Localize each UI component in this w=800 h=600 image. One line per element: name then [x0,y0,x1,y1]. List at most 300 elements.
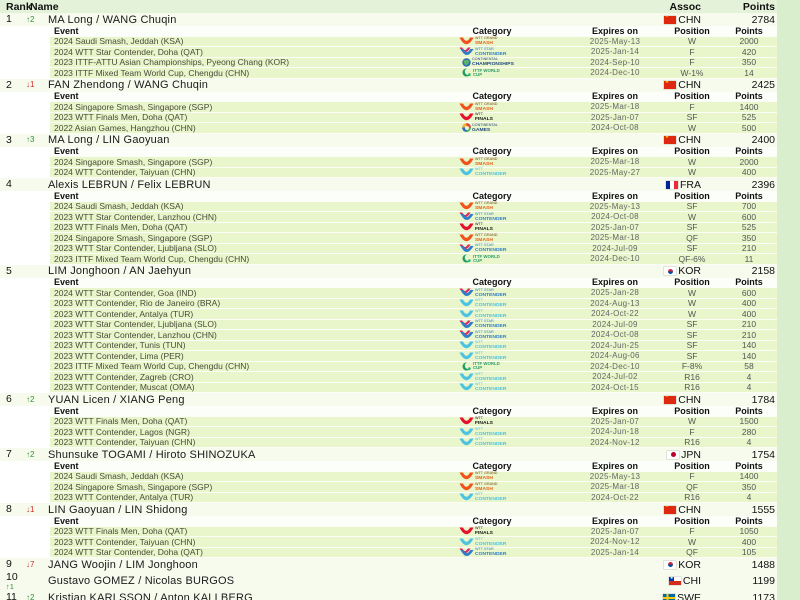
ranking-row [0,571,777,591]
category-label [475,157,506,166]
category-label-line2: FINALS [475,226,493,232]
event-points: 600 [741,211,757,222]
player-pair-name: JANG Woojin / LIM Jonghoon [48,558,198,571]
event-expiry-date: 2025-Jan-14 [590,547,640,557]
category-label-line2: CONTENDER [475,333,507,340]
category-label-line1: WTT GRAND [475,233,498,238]
category-label [475,493,506,502]
event-points: 420 [741,46,757,57]
event-name: 2023 WTT Contender, Muscat (OMA) [54,382,195,393]
category-label-line: ITTF WORLD CUP [472,361,500,371]
category-label [475,223,506,232]
category-label-line2: CONTENDER [475,302,507,308]
category-label [475,233,506,242]
expires-column-header: Expires on [591,25,638,36]
event-points: 700 [741,201,757,212]
category-label-line2: CONTENDER [475,323,507,329]
event-points: 400 [741,298,757,309]
rank-cell [0,592,26,600]
category-label [475,330,506,339]
event-position: QF [686,481,698,492]
association-code: CHN [678,134,701,146]
event-expiry-date: 2024-Oct-08 [591,330,639,340]
total-points: 1199 [752,575,775,587]
rank-movement: ↑3 [26,135,35,144]
movement-cell [26,16,48,24]
category-label [475,427,506,436]
event-row [50,233,777,244]
total-points: 2158 [751,265,775,277]
category-label-line1: WTT [475,537,484,542]
category-label-line2: SMASH [475,205,493,211]
category-label-line2: CONTENDER [475,344,507,350]
events-header-row [50,26,777,37]
category-label [475,102,506,111]
ranking-row [0,591,777,600]
event-position: SF [686,340,698,351]
event-position: F [689,46,695,57]
event-name: 2024 Singapore Smash, Singapore (SGP) [54,232,213,243]
event-expiry-date: 2025-May-13 [589,471,641,481]
event-expiry-date: 2025-Mar-18 [590,482,640,492]
event-row [50,372,777,383]
category-label-line1: WTT [475,167,484,172]
player-pair-name: LIM Jonghoon / AN Jaehyun [48,265,192,277]
category-label-line2: CONTENDER [475,312,507,319]
ranking-row [0,503,777,516]
position-column-header: Position [674,515,710,526]
rank-cell [0,449,26,460]
event-expiry-date: 2024-Oct-08 [591,123,639,133]
event-expiry-date: 2025-May-27 [589,167,641,177]
ranking-row [0,393,777,406]
category-label-line2: CONTENDER [475,215,507,222]
event-points-column-header: Points [735,277,763,288]
category-label [475,168,506,177]
events-subtable [50,516,777,558]
event-expiry-date: 2025-Jan-07 [590,222,640,232]
event-points: 105 [741,547,757,558]
event-row [50,527,777,538]
rank-movement: ↓1 [26,80,35,89]
category-label-line1: WTT STAR [475,47,494,52]
category-label-line2: CONTENDER [475,375,507,382]
event-position: R16 [684,492,700,503]
event-name: 2023 WTT Finals Men, Doha (QAT) [54,416,188,427]
event-name: 2023 WTT Finals Men, Doha (QAT) [54,222,188,233]
category-label-line2: CONTENDER [475,354,507,361]
event-points: 1400 [739,101,759,112]
category-label-line1: WTT [475,112,484,117]
expires-column-header: Expires on [591,460,638,471]
event-expiry-date: 2024-Oct-08 [591,212,639,222]
rank-number: 3 [6,133,12,146]
category-label [475,372,506,381]
category-label-line1: WTT [475,382,484,387]
position-column-header: Position [674,190,710,201]
total-points: 1488 [751,558,775,571]
events-subtable [50,26,777,79]
rank-number: 10 [6,570,18,583]
category-label-line2: CONTENDER [475,496,507,502]
event-points: 11 [744,253,754,264]
rank-cell [0,14,26,25]
rank-movement: ↓7 [26,559,35,569]
event-expiry-date: 2024-Dec-10 [590,68,640,78]
association-code: KOR [678,558,701,571]
flag-icon-kor [664,561,676,569]
category-label [475,548,506,557]
category-label-line2: CONTENDER [475,540,507,547]
flag-icon-chn [664,81,676,89]
event-name: 2023 WTT Contender, Antalya (TUR) [54,308,194,319]
event-expiry-date: 2025-Jan-07 [590,526,640,536]
rank-cell [0,572,26,591]
expires-column-header: Expires on [591,91,638,102]
event-category-cell [417,121,567,135]
event-points: 4 [746,382,752,393]
wtt-contender-logo-icon [459,168,474,176]
events-header-row [50,278,777,289]
category-label-line2: CONTENDER [475,247,507,253]
wtt-contender-logo-icon [459,383,474,391]
event-points: 500 [741,122,757,133]
movement-cell [26,81,48,89]
event-row [50,212,777,223]
movement-cell [26,594,48,600]
category-column-header: Category [472,91,512,102]
flag-icon-chn [664,506,676,514]
event-row [50,493,777,504]
event-column-header: Event [54,25,79,36]
event-points: 14 [744,67,754,78]
category-column-header: Category [472,190,512,201]
event-position: W [687,416,697,427]
event-row [50,202,777,213]
event-row [50,102,777,113]
event-expiry-date: 2025-Jan-07 [590,416,640,426]
event-points-column-header: Points [735,460,763,471]
table-header-row [0,0,777,13]
event-column-header: Event [54,515,79,526]
event-row [50,37,777,48]
event-position: SF [686,350,698,361]
association-code: KOR [678,265,701,277]
points-column-header: Points [742,0,775,13]
category-label [475,299,506,308]
event-points: 4 [746,371,752,382]
association-code: SWE [677,591,701,600]
event-name: 2023 WTT Contender, Lagos (NGR) [54,426,190,437]
event-row [50,157,777,168]
rank-column-header: Rank [6,0,32,13]
event-expiry-date: 2025-Mar-18 [590,102,640,112]
rank-cell [0,266,26,277]
event-name: 2023 WTT Contender, Taiyuan (CHN) [54,437,196,448]
event-category-cell [417,490,567,504]
event-row [50,548,777,559]
category-label [475,212,506,221]
event-position: W [687,287,697,298]
event-row [50,47,777,58]
category-label-line1: WTT STAR [475,243,494,248]
category-label-line1: WTT [475,437,484,442]
event-points: 210 [741,243,757,254]
event-position: R16 [684,382,700,393]
wtt-contender-logo-icon [459,438,474,446]
ittf-world-cup-logo-icon [462,254,472,263]
event-name: 2024 Singapore Smash, Singapore (SGP) [54,156,213,167]
expires-column-header: Expires on [591,405,638,416]
category-label-line1: WTT [475,340,484,345]
position-column-header: Position [674,277,710,288]
event-points: 525 [741,112,757,123]
player-pair-name: MA Long / WANG Chuqin [48,13,177,26]
event-position: F [689,57,695,68]
event-expiry-date: 2024-Oct-15 [591,382,639,392]
event-points: 400 [741,167,757,178]
event-expiry-date: 2024-Jun-25 [590,340,640,350]
category-label [473,68,504,77]
event-name: 2024 WTT Star Contender, Doha (QAT) [54,46,203,57]
event-expiry-date: 2024-Oct-22 [591,309,639,319]
ranking-row [0,13,777,26]
event-points: 2000 [739,36,759,47]
player-pair-name: Shunsuke TOGAMI / Hiroto SHINOZUKA [48,448,256,461]
event-name: 2023 WTT Contender, Zagreb (CRO) [54,371,194,382]
movement-cell [26,506,48,514]
flag-icon-jpn [667,451,679,459]
total-points: 1173 [752,591,775,600]
category-label-line2: GAMES [472,126,491,133]
events-subtable [50,406,777,448]
rank-number: 9 [6,558,12,571]
event-row [50,223,777,234]
event-position: QF [686,232,698,243]
rank-number: 4 [6,178,12,191]
category-label [472,123,503,132]
event-expiry-date: 2025-Jan-14 [590,47,640,57]
event-points-column-header: Points [735,190,763,201]
event-expiry-date: 2024-Nov-12 [590,537,640,547]
ranking-row [0,265,777,278]
event-expiry-date: 2024-Aug-13 [590,298,640,308]
association-code: JPN [681,448,701,461]
category-label-line1: WTT [475,372,484,377]
event-position: QF [686,547,698,558]
event-position: SF [686,112,698,123]
flag-icon-kor [664,267,676,275]
category-column-header: Category [472,25,512,36]
event-row [50,330,777,341]
rank-movement: ↑2 [26,449,35,459]
expires-column-header: Expires on [591,190,638,201]
event-points-column-header: Points [735,515,763,526]
category-label-line2: FINALS [475,530,493,536]
event-expiry-date: 2024-Dec-10 [590,254,640,264]
association-code: FRA [680,178,701,191]
category-label-line2: CONTENDER [475,291,507,298]
association-code: CHN [678,79,701,91]
association-code: CHI [682,575,701,587]
event-position: W [687,156,697,167]
event-category-cell [417,165,567,179]
event-points-column-header: Points [735,25,763,36]
association-cell [589,265,701,277]
event-expiry-date: 2025-Mar-18 [590,233,640,243]
event-name: 2022 Asian Games, Hangzhou (CHN) [54,122,196,133]
event-column-header: Event [54,405,79,416]
category-label-line1: WTT [475,222,484,227]
event-position: W [687,308,697,319]
event-row [50,537,777,548]
event-row [50,472,777,483]
rank-number: 7 [6,448,12,461]
event-expiry-date: 2024-Jun-18 [590,427,640,437]
events-header-row [50,92,777,103]
rank-cell [0,559,26,570]
rank-cell [0,179,26,190]
total-points: 1555 [751,503,775,516]
continental-games-logo-icon [462,123,471,132]
event-row [50,168,777,179]
rank-movement: ↑2 [26,592,35,600]
events-subtable [50,278,777,394]
rankings-rows-container [0,13,800,600]
position-column-header: Position [674,91,710,102]
category-label-line1: WTT [475,427,484,432]
event-name: 2023 ITTF Mixed Team World Cup, Chengdu (CHN) [54,361,250,372]
event-points: 1500 [739,416,759,427]
association-cell [589,592,701,600]
events-subtable [50,92,777,134]
event-row [50,482,777,493]
category-label-line1: WTT [475,416,484,421]
event-name: 2024 Singapore Smash, Singapore (SGP) [54,101,213,112]
event-category-cell [417,435,567,449]
category-label-line1: CONTINENTAL [472,123,498,128]
event-name: 2024 Singapore Smash, Singapore (SGP) [54,481,213,492]
event-position: F-8% [681,361,703,372]
event-row [50,427,777,438]
category-column-header: Category [472,405,512,416]
category-label [475,47,506,56]
flag-icon-chn [664,396,676,404]
event-points: 350 [741,57,757,68]
association-code: CHN [678,503,701,516]
event-position: SF [686,243,698,254]
event-category-cell [417,252,567,266]
category-column-header: Category [472,460,512,471]
event-position: F [689,526,695,537]
event-name: 2023 WTT Contender, Lima (PER) [54,350,184,361]
event-row [50,244,777,255]
event-row [50,309,777,320]
player-pair-name: Kristian KARLSSON / Anton KALLBERG [48,591,253,600]
event-expiry-date: 2025-May-13 [589,36,641,46]
event-points-column-header: Points [735,405,763,416]
category-label [475,320,506,329]
event-position: SF [686,201,698,212]
event-position: W [687,536,697,547]
association-cell [589,394,701,406]
event-expiry-date: 2024-Dec-10 [590,361,640,371]
total-points: 2396 [751,178,775,191]
category-column-header: Category [472,146,512,157]
event-points: 2000 [739,156,759,167]
event-points: 140 [741,350,757,361]
event-row [50,58,777,69]
event-position: W [687,122,697,133]
event-position: W [687,167,697,178]
event-position: F [689,471,695,482]
event-name: 2023 WTT Star Contender, Ljubljana (SLO) [54,243,217,254]
event-name: 2024 Saudi Smash, Jeddah (KSA) [54,36,184,47]
event-row [50,254,777,265]
category-label-line1: WTT [475,492,484,497]
association-code: CHN [678,13,701,26]
category-label [475,341,506,350]
category-label-line1: WTT GRAND [475,36,498,41]
events-subtable [50,147,777,179]
event-name: 2024 WTT Contender, Taiyuan (CHN) [54,167,196,178]
association-cell [589,134,701,146]
event-expiry-date: 2024-Jul-09 [592,319,638,329]
category-label [475,244,506,253]
category-label [475,383,506,392]
category-label [475,37,506,46]
event-points: 400 [741,308,757,319]
category-label-line1: WTT GRAND [475,482,498,487]
event-expiry-date: 2025-Jan-07 [590,112,640,122]
event-points: 1050 [739,526,759,537]
event-column-header: Event [54,277,79,288]
event-name: 2023 ITTF-ATTU Asian Championships, Pyeong Chang (KOR) [54,57,290,68]
event-column-header: Event [54,146,79,157]
wtt-contender-logo-icon [459,493,474,501]
category-label [475,113,506,122]
event-expiry-date: 2024-Jul-02 [592,372,638,382]
category-label [475,482,506,491]
position-column-header: Position [674,460,710,471]
category-label-line2: CHAMPIONSHIPS [472,61,514,67]
events-header-row [50,191,777,202]
event-position: W [687,298,697,309]
event-name: 2023 WTT Contender, Taiyuan (CHN) [54,536,196,547]
event-name: 2023 ITTF Mixed Team World Cup, Chengdu (CHN) [54,253,250,264]
event-position: SF [686,222,698,233]
event-position: QF-6% [678,253,706,264]
event-points-column-header: Points [735,146,763,157]
category-label [475,351,506,360]
movement-cell [26,396,48,404]
category-label [475,288,506,297]
events-header-row [50,406,777,417]
event-expiry-date: 2025-Jan-28 [590,288,640,298]
event-row [50,288,777,299]
event-column-header: Event [54,460,79,471]
events-header-row [50,461,777,472]
rank-number: 2 [6,78,12,91]
association-cell [589,79,701,91]
event-position: W-1% [680,67,704,78]
category-label [473,362,504,371]
events-header-row [50,516,777,527]
category-label-line1: WTT GRAND [475,201,498,206]
event-name: 2023 WTT Star Contender, Ljubljana (SLO) [54,319,217,330]
event-column-header: Event [54,91,79,102]
category-label-line1: WTT GRAND [475,102,498,107]
